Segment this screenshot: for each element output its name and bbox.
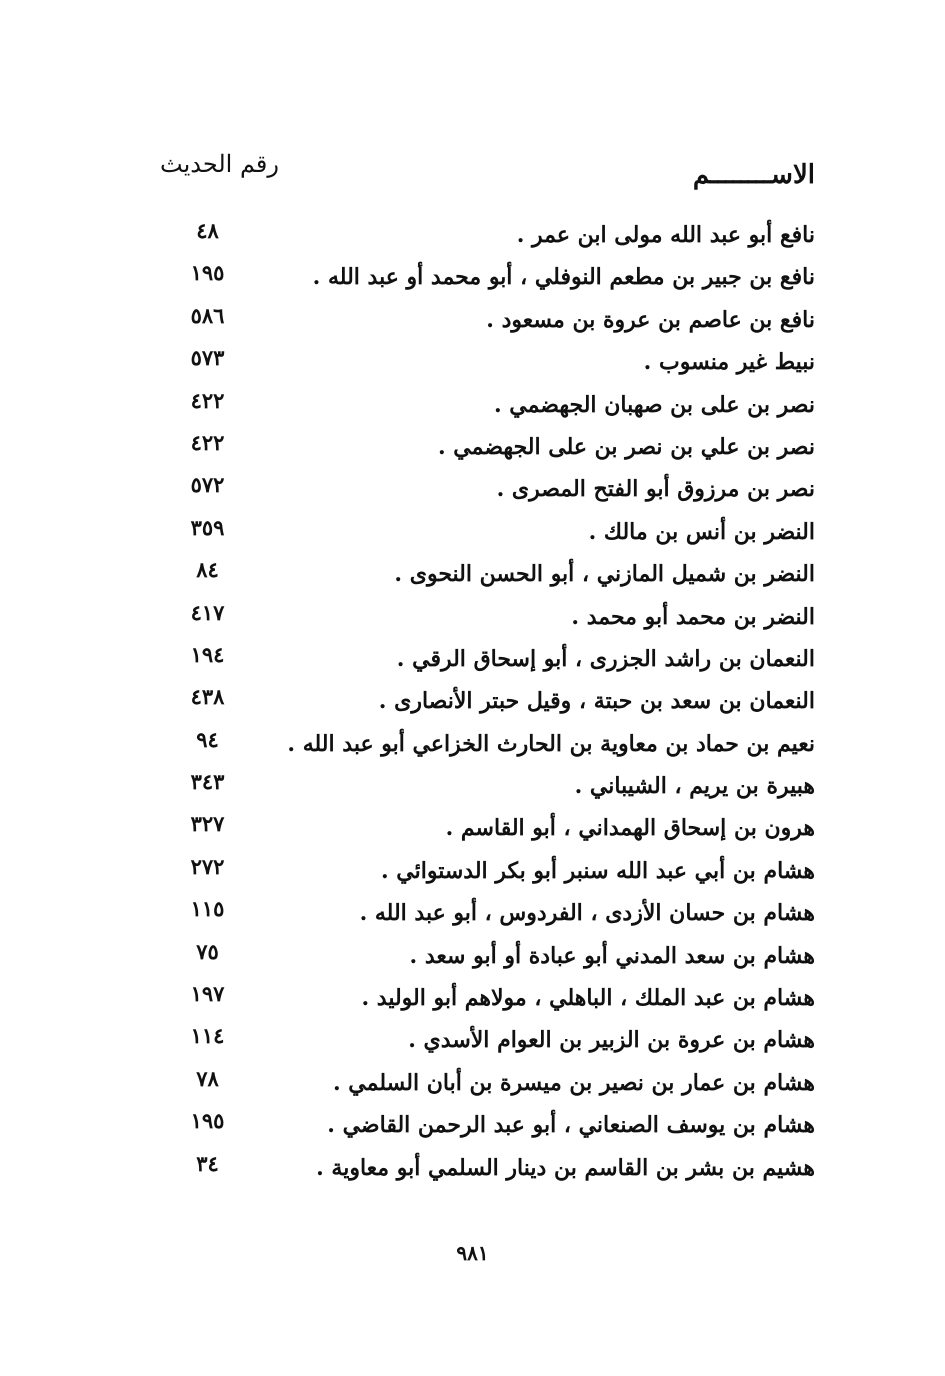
narrator-name: النعمان بن راشد الجزرى ، أبو إسحاق الرقي . [396,645,815,672]
list-item [150,1151,820,1193]
list-item [150,430,820,472]
list-item [150,260,820,302]
narrator-name: نصر بن مرزوق أبو الفتح المصرى . [496,476,815,503]
narrator-name: هشام بن عمار بن نصير بن ميسرة بن أبان السلمي . [332,1069,815,1096]
narrator-name: هشام بن أبي عبد الله سنبر أبو بكر الدستوائي . [380,857,815,884]
narrator-index-list [150,218,820,1193]
list-item [150,939,820,981]
narrator-name: نافع أبو عبد الله مولى ابن عمر . [516,222,815,248]
list-item [150,854,820,896]
hadith-number: ٣٥٩ [190,514,225,540]
hadith-number: ١١٥ [190,896,225,922]
narrator-name: نعيم بن حماد بن معاوية بن الحارث الخزاعي أبو عبد الله . [287,730,815,757]
hadith-number-column-header: رقم الحديث [160,150,279,178]
page-number: ٩٨١ [456,1241,489,1265]
list-item [150,811,820,853]
hadith-number: ٧٨ [196,1065,219,1091]
list-item [150,981,820,1023]
list-item [150,1108,820,1150]
hadith-number: ٤١٧ [190,599,225,625]
list-item [150,727,820,769]
hadith-number: ٩٤ [196,726,219,752]
narrator-name: هشام بن عبد الملك ، الباهلي ، مولاهم أبو الوليد . [361,985,815,1012]
list-item [150,642,820,684]
list-item [150,600,820,642]
list-item [150,303,820,345]
list-item [150,515,820,557]
hadith-number: ٣٢٧ [190,811,225,837]
narrator-name: نصر بن علي بن نصر بن على الجهضمي . [437,433,815,460]
narrator-name: هبيرة بن يريم ، الشيباني . [574,773,815,800]
narrator-name: نافع بن جبير بن مطعم النوفلي ، أبو محمد أو عبد الله . [312,264,815,291]
hadith-number: ١٩٥ [190,1108,225,1134]
narrator-name: النضر بن شميل المازني ، أبو الحسن النحوى . [394,561,815,588]
list-item [150,557,820,599]
column-header-row [150,150,820,200]
narrator-name: هشام بن حسان الأزدى ، الفردوس ، أبو عبد الله . [359,900,815,927]
hadith-number: ٤٣٨ [190,684,225,710]
hadith-number: ٥٧٣ [190,345,225,371]
narrator-name: نافع بن عاصم بن عروة بن مسعود . [486,306,815,333]
narrator-name: النعمان بن سعد بن حبتة ، وقيل حبتر الأنصارى . [378,688,815,715]
hadith-number: ١١٤ [190,1023,225,1049]
list-item [150,1023,820,1065]
narrator-name: هشام بن عروة بن الزبير بن العوام الأسدي . [408,1027,815,1054]
hadith-number: ١٩٧ [190,981,225,1007]
hadith-number: ٥٧٢ [190,472,225,498]
hadith-number: ٣٤٣ [190,769,225,795]
hadith-number: ٣٤ [196,1150,219,1176]
name-column-header: الاســــــــم [692,160,815,190]
narrator-name: النضر بن أنس بن مالك . [588,518,815,545]
narrator-name: نصر بن على بن صهبان الجهضمي . [493,391,815,418]
narrator-name: نبيط غير منسوب . [643,349,815,376]
list-item [150,472,820,514]
hadith-number: ٤٨ [196,218,219,243]
hadith-number: ٢٧٢ [190,853,225,879]
narrator-name: هشام بن سعد المدني أبو عبادة أو أبو سعد . [409,942,815,969]
hadith-number: ٨٤ [196,557,219,583]
list-item [150,684,820,726]
list-item [150,769,820,811]
list-item [150,345,820,387]
hadith-number: ٧٥ [196,938,219,964]
narrator-name: هشيم بن بشر بن القاسم بن دينار السلمي أبو معاوية . [316,1154,815,1181]
narrator-name: النضر بن محمد أبو محمد . [571,603,815,630]
hadith-number: ١٩٥ [190,260,225,286]
list-item [150,1066,820,1108]
list-item [150,218,820,260]
hadith-number: ٤٢٢ [190,387,225,413]
list-item [150,896,820,938]
hadith-number: ٤٢٢ [190,429,225,455]
hadith-number: ١٩٤ [190,641,225,667]
narrator-name: هرون بن إسحاق الهمداني ، أبو القاسم . [445,815,815,842]
narrator-name: هشام بن يوسف الصنعاني ، أبو عبد الرحمن القاضي . [327,1112,815,1139]
hadith-number: ٥٨٦ [190,302,225,328]
list-item [150,388,820,430]
